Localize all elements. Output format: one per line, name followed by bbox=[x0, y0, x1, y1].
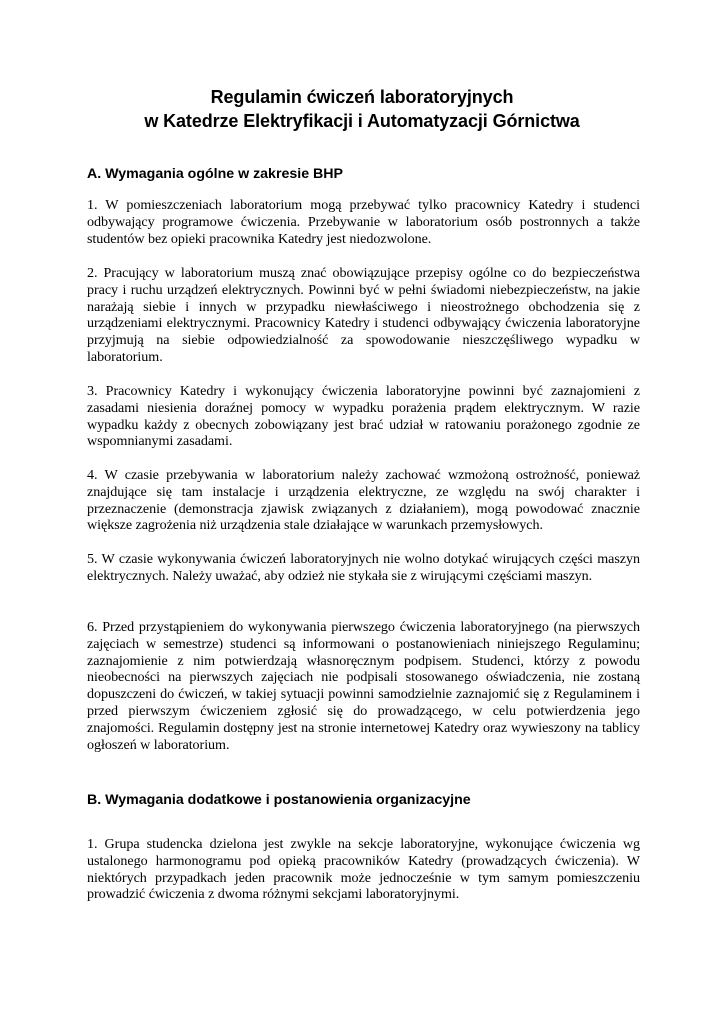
section-b-heading: B. Wymagania dodatkowe i postanowienia organizacyjne bbox=[87, 792, 471, 808]
document-title-line-2: w Katedrze Elektryfikacji i Automatyzacji Górnictwa bbox=[144, 111, 580, 131]
section-b-paragraph-1: 1. Grupa studencka dzielona jest zwykle na sekcje laboratoryjne, wykonujące ćwiczenia wg ustalonego harmonogramu pod opieką pracowników Katedry (prowadzących ćwiczenia). W niektórych przypadkach jeden pracownik może jednocześnie w tym samym pomieszczeniu prowadzić ćwiczenia z dwoma różnymi sekcjami laboratoryjnymi. bbox=[87, 836, 640, 903]
section-a-heading: A. Wymagania ogólne w zakresie BHP bbox=[87, 166, 343, 182]
section-a-paragraph-1: 1. W pomieszczeniach laboratorium mogą przebywać tylko pracownicy Katedry i studenci odbywający programowe ćwiczenia. Przebywanie w laboratorium osób postronnych a także studentów bez opieki pracownika Katedry jest niedozwolone. bbox=[87, 197, 640, 247]
section-a-paragraph-6: 6. Przed przystąpieniem do wykonywania pierwszego ćwiczenia laboratoryjnego (na pierwszych zajęciach w semestrze) studenci są informowani o postanowieniach niniejszego Regulaminu; zaznajomienie z nim potwierdzają własnoręcznym podpisem. Studenci, którzy z powodu nieobecności na pierwszych zajęciach nie podpisali stosowanego oświadczenia, nie zostaną dopuszczeni do ćwiczeń, w takiej sytuacji powinni samodzielnie zaznajomić się z Regulaminem i przed pierwszym ćwiczeniem zgłosić się do prowadzącego, w celu potwierdzenia jego znajomości. Regulamin dostępny jest na stronie internetowej Katedry oraz wywieszony na tablicy ogłoszeń w laboratorium. bbox=[87, 619, 640, 753]
document-title-line-1: Regulamin ćwiczeń laboratoryjnych bbox=[210, 87, 514, 107]
section-a-paragraph-4: 4. W czasie przebywania w laboratorium należy zachować wzmożoną ostrożność, ponieważ znajdujące się tam instalacje i urządzenia elektryczne, ze względu na swój charakter i przeznaczenie (demonstracja zjawisk związanych z działaniem), mogą powodować znacznie większe zagrożenia niż urządzenia stale działające w warunkach przemysłowych. bbox=[87, 467, 640, 534]
section-a-paragraph-5: 5. W czasie wykonywania ćwiczeń laboratoryjnych nie wolno dotykać wirujących części maszyn elektrycznych. Należy uważać, aby odzież nie stykała sie z wirującymi częściami maszyn. bbox=[87, 551, 640, 584]
section-a-paragraph-3: 3. Pracownicy Katedry i wykonujący ćwiczenia laboratoryjne powinni być zaznajomieni z zasadami niesienia doraźnej pomocy w wypadku porażenia prądem elektrycznym. W razie wypadku każdy z obecnych zobowiązany jest brać udział w ratowaniu porażonego zgodnie ze wspomnianymi zasadami. bbox=[87, 383, 640, 450]
section-a-paragraph-2: 2. Pracujący w laboratorium muszą znać obowiązujące przepisy ogólne co do bezpieczeństwa pracy i ruchu urządzeń elektrycznych. Powinni być w pełni świadomi niebezpieczeństw, na jakie narażają siebie i innych w przypadku niewłaściwego i nieostrożnego obchodzenia się z urządzeniami elektrycznymi. Pracownicy Katedry i studenci odbywający ćwiczenia laboratoryjne przyjmują na siebie odpowiedzialność za spowodowanie nieszczęśliwego wypadku w laboratorium. bbox=[87, 265, 640, 365]
